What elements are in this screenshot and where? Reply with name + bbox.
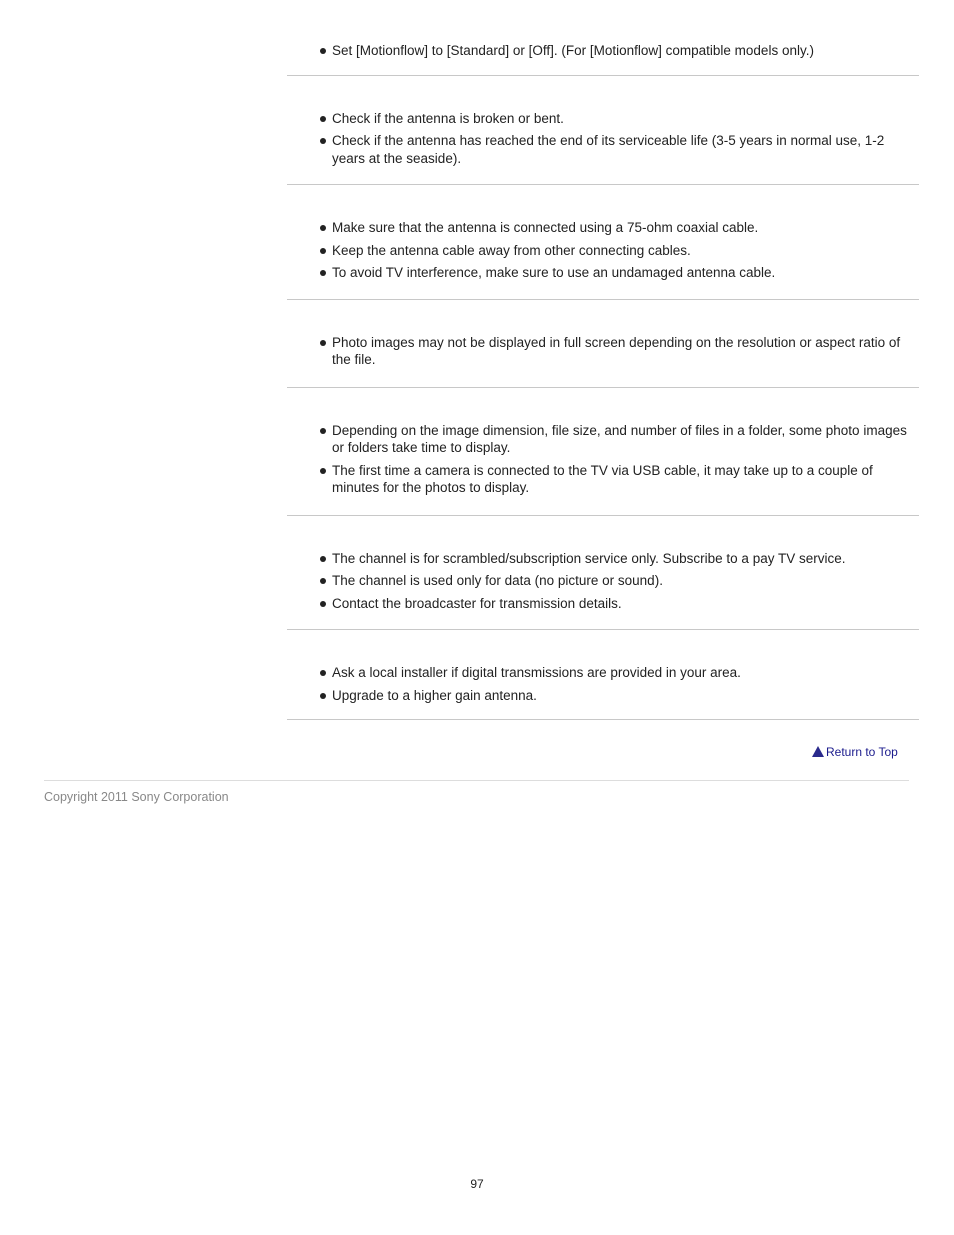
section-antenna-cable [287,185,919,300]
footer-divider [44,780,909,781]
bullet-icon [320,270,326,276]
list-item: Keep the antenna cable away from other connecting cables. [287,242,919,260]
list-item: Set [Motionflow] to [Standard] or [Off]. (For [Motionflow] compatible models only.) [287,42,919,60]
list-item: Photo images may not be displayed in full screen depending on the resolution or aspect ratio of the file. [287,334,919,369]
bullet-list [287,664,919,704]
bullet-icon [320,138,326,144]
section-digital-reception [287,630,919,720]
bullet-icon [320,601,326,607]
bullet-list [287,110,919,168]
bullet-icon [320,578,326,584]
bullet-icon [320,225,326,231]
bullet-icon [320,248,326,254]
bullet-icon [320,116,326,122]
list-item: Ask a local installer if digital transmissions are provided in your area. [287,664,919,682]
list-item: To avoid TV interference, make sure to use an undamaged antenna cable. [287,264,919,282]
list-item: Upgrade to a higher gain antenna. [287,687,919,705]
list-item: Check if the antenna is broken or bent. [287,110,919,128]
list-item: The channel is for scrambled/subscription service only. Subscribe to a pay TV service. [287,550,919,568]
bullet-icon [320,556,326,562]
section-scrambled-channel [287,516,919,631]
return-to-top-link[interactable]: Return to Top [812,745,898,759]
list-item: Depending on the image dimension, file size, and number of files in a folder, some photo images or folders take time to display. [287,422,919,457]
bullet-list [287,422,919,497]
copyright-text: Copyright 2011 Sony Corporation [44,790,229,804]
list-item: Contact the broadcaster for transmission details. [287,595,919,613]
bullet-list [287,334,919,369]
section-motionflow [287,0,919,76]
section-antenna-condition [287,76,919,186]
bullet-icon [320,670,326,676]
bullet-list [287,219,919,282]
bullet-list [287,42,919,60]
bullet-icon [320,48,326,54]
section-photo-fullscreen [287,300,919,388]
list-item: The channel is used only for data (no picture or sound). [287,572,919,590]
bullet-icon [320,693,326,699]
bullet-list [287,550,919,613]
section-photo-display-time [287,388,919,516]
bullet-icon [320,468,326,474]
bullet-icon [320,428,326,434]
page-number: 97 [470,1177,484,1191]
list-item: The first time a camera is connected to the TV via USB cable, it may take up to a couple of minutes for the photos to display. [287,462,919,497]
up-arrow-icon [812,746,824,757]
bullet-icon [320,340,326,346]
list-item: Check if the antenna has reached the end of its serviceable life (3-5 years in normal use, 1-2 years at the seaside). [287,132,919,167]
list-item: Make sure that the antenna is connected using a 75-ohm coaxial cable. [287,219,919,237]
troubleshooting-sections [287,0,919,720]
